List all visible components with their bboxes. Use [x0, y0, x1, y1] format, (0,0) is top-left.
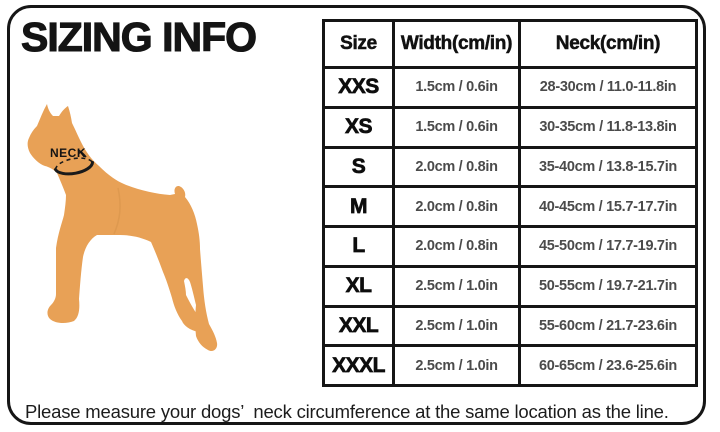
neck-label: NECK: [50, 146, 87, 160]
width-cell: 2.0cm / 0.8in: [394, 187, 520, 227]
width-cell: 1.5cm / 0.6in: [394, 68, 520, 108]
width-cell: 2.0cm / 0.8in: [394, 147, 520, 187]
size-cell: L: [324, 227, 394, 267]
sizing-table: [322, 19, 698, 387]
width-cell: 2.0cm / 0.8in: [394, 227, 520, 267]
neck-cell: 30-35cm / 11.8-13.8in: [520, 107, 697, 147]
page-title: SIZING INFO: [21, 14, 256, 60]
size-cell: S: [324, 147, 394, 187]
size-cell: M: [324, 187, 394, 227]
neck-cell: 55-60cm / 21.7-23.6in: [520, 306, 697, 346]
neck-cell: 40-45cm / 15.7-17.7in: [520, 187, 697, 227]
dog-silhouette-icon: [20, 96, 230, 366]
table-row: [324, 147, 697, 187]
neck-cell: 45-50cm / 17.7-19.7in: [520, 227, 697, 267]
dog-illustration: [20, 96, 230, 366]
width-cell: 2.5cm / 1.0in: [394, 306, 520, 346]
neck-cell: 28-30cm / 11.0-11.8in: [520, 68, 697, 108]
size-cell: XL: [324, 266, 394, 306]
size-cell: XS: [324, 107, 394, 147]
header-width: Width(cm/in): [394, 21, 520, 68]
neck-cell: 60-65cm / 23.6-25.6in: [520, 346, 697, 386]
size-cell: XXS: [324, 68, 394, 108]
table-row: [324, 68, 697, 108]
neck-cell: 35-40cm / 13.8-15.7in: [520, 147, 697, 187]
neck-cell: 50-55cm / 19.7-21.7in: [520, 266, 697, 306]
width-cell: 2.5cm / 1.0in: [394, 266, 520, 306]
table-header-row: [324, 21, 697, 68]
header-size: Size: [324, 21, 394, 68]
table-row: [324, 227, 697, 267]
width-cell: 2.5cm / 1.0in: [394, 346, 520, 386]
table-row: [324, 306, 697, 346]
table-row: [324, 346, 697, 386]
header-neck: Neck(cm/in): [520, 21, 697, 68]
size-cell: XXXL: [324, 346, 394, 386]
width-cell: 1.5cm / 0.6in: [394, 107, 520, 147]
size-cell: XXL: [324, 306, 394, 346]
table-row: [324, 266, 697, 306]
table-row: [324, 107, 697, 147]
dog-body-shape: [28, 104, 218, 351]
measurement-note: Please measure your dogs’ neck circumference at the same location as the line.: [25, 401, 669, 422]
table-row: [324, 187, 697, 227]
